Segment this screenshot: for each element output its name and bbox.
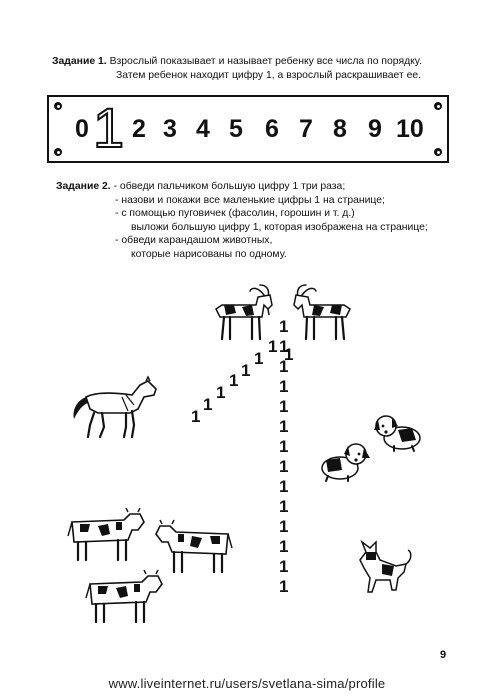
- small-digit-one: 1: [279, 557, 289, 576]
- rivet-icon: [54, 148, 62, 156]
- goat-icon: [290, 283, 354, 345]
- small-digit-one: 1: [279, 517, 289, 536]
- small-digit-one: 1: [191, 407, 201, 426]
- task-2-item-2: - назови и покажи все маленькие цифры 1 на странице;: [115, 194, 385, 206]
- rivet-icon: [434, 102, 442, 110]
- small-digit-one: 1: [279, 397, 289, 416]
- goat-icon: [212, 283, 276, 345]
- number-4: 4: [196, 115, 210, 143]
- number-6: 6: [265, 115, 279, 143]
- task-1-text: [52, 55, 422, 83]
- number-10: 10: [396, 115, 424, 143]
- small-digit-one: 1: [279, 417, 289, 436]
- number-3: 3: [163, 115, 177, 143]
- small-digit-one: 1: [203, 395, 213, 414]
- number-strip: [47, 95, 449, 163]
- small-digit-one: 1: [279, 437, 289, 456]
- small-digit-one: 1: [279, 357, 289, 376]
- puppy-icon: [318, 440, 372, 484]
- number-9: 9: [368, 115, 382, 143]
- small-digit-one: 1: [241, 361, 251, 380]
- number-8: 8: [333, 115, 347, 143]
- task-2-label: Задание 2.: [56, 181, 111, 192]
- small-digit-one: 1: [279, 497, 289, 516]
- small-digit-one: 1: [279, 457, 289, 476]
- dog-icon: [352, 538, 414, 600]
- cow-icon: [84, 568, 164, 628]
- small-digit-one: 1: [279, 577, 289, 596]
- task-2-item-1: - обведи пальчиком большую цифру 1 три раза;: [113, 181, 346, 192]
- small-digit-one: 1: [268, 337, 278, 356]
- small-digit-one: 1: [279, 337, 289, 356]
- small-digit-one: 1: [279, 377, 289, 396]
- small-digit-one: 1: [284, 345, 294, 364]
- small-digit-one: 1: [254, 349, 264, 368]
- cow-icon: [66, 506, 146, 566]
- small-digit-one: 1: [216, 383, 226, 402]
- task-2-text: [56, 180, 428, 262]
- watermark-url: www.liveinternet.ru/users/svetlana-sima/profile: [108, 676, 386, 691]
- rivet-icon: [54, 102, 62, 110]
- task-1-line-1: Взрослый показывает и называет ребенку все числа по порядку.: [109, 56, 422, 67]
- cow-icon: [154, 518, 234, 578]
- small-digit-one: 1: [279, 477, 289, 496]
- page-number: 9: [440, 649, 447, 661]
- rivet-icon: [434, 148, 442, 156]
- task-1-line-2: Затем ребенок находит цифру 1, а взрослый раскрашивает ее.: [116, 70, 422, 81]
- number-1-outlined: 1: [93, 96, 125, 159]
- number-0: 0: [75, 115, 89, 143]
- task-2-item-4-cont: которые нарисованы по одному.: [131, 248, 287, 260]
- number-5: 5: [229, 115, 243, 143]
- small-digit-one: 1: [279, 537, 289, 556]
- small-digit-one: 1: [229, 371, 239, 390]
- number-7: 7: [299, 115, 313, 143]
- task-2-item-3: - с помощью пуговичек (фасолин, горошин и т. д.): [115, 208, 355, 220]
- puppy-icon: [372, 412, 424, 454]
- task-2-item-4: - обведи карандашом животных,: [115, 235, 273, 247]
- task-1-label: Задание 1.: [52, 56, 107, 67]
- number-2: 2: [132, 115, 146, 143]
- horse-icon: [68, 375, 160, 445]
- task-2-item-3-cont: выложи большую цифру 1, которая изображена на странице;: [131, 221, 428, 233]
- small-digit-one: 1: [279, 317, 289, 336]
